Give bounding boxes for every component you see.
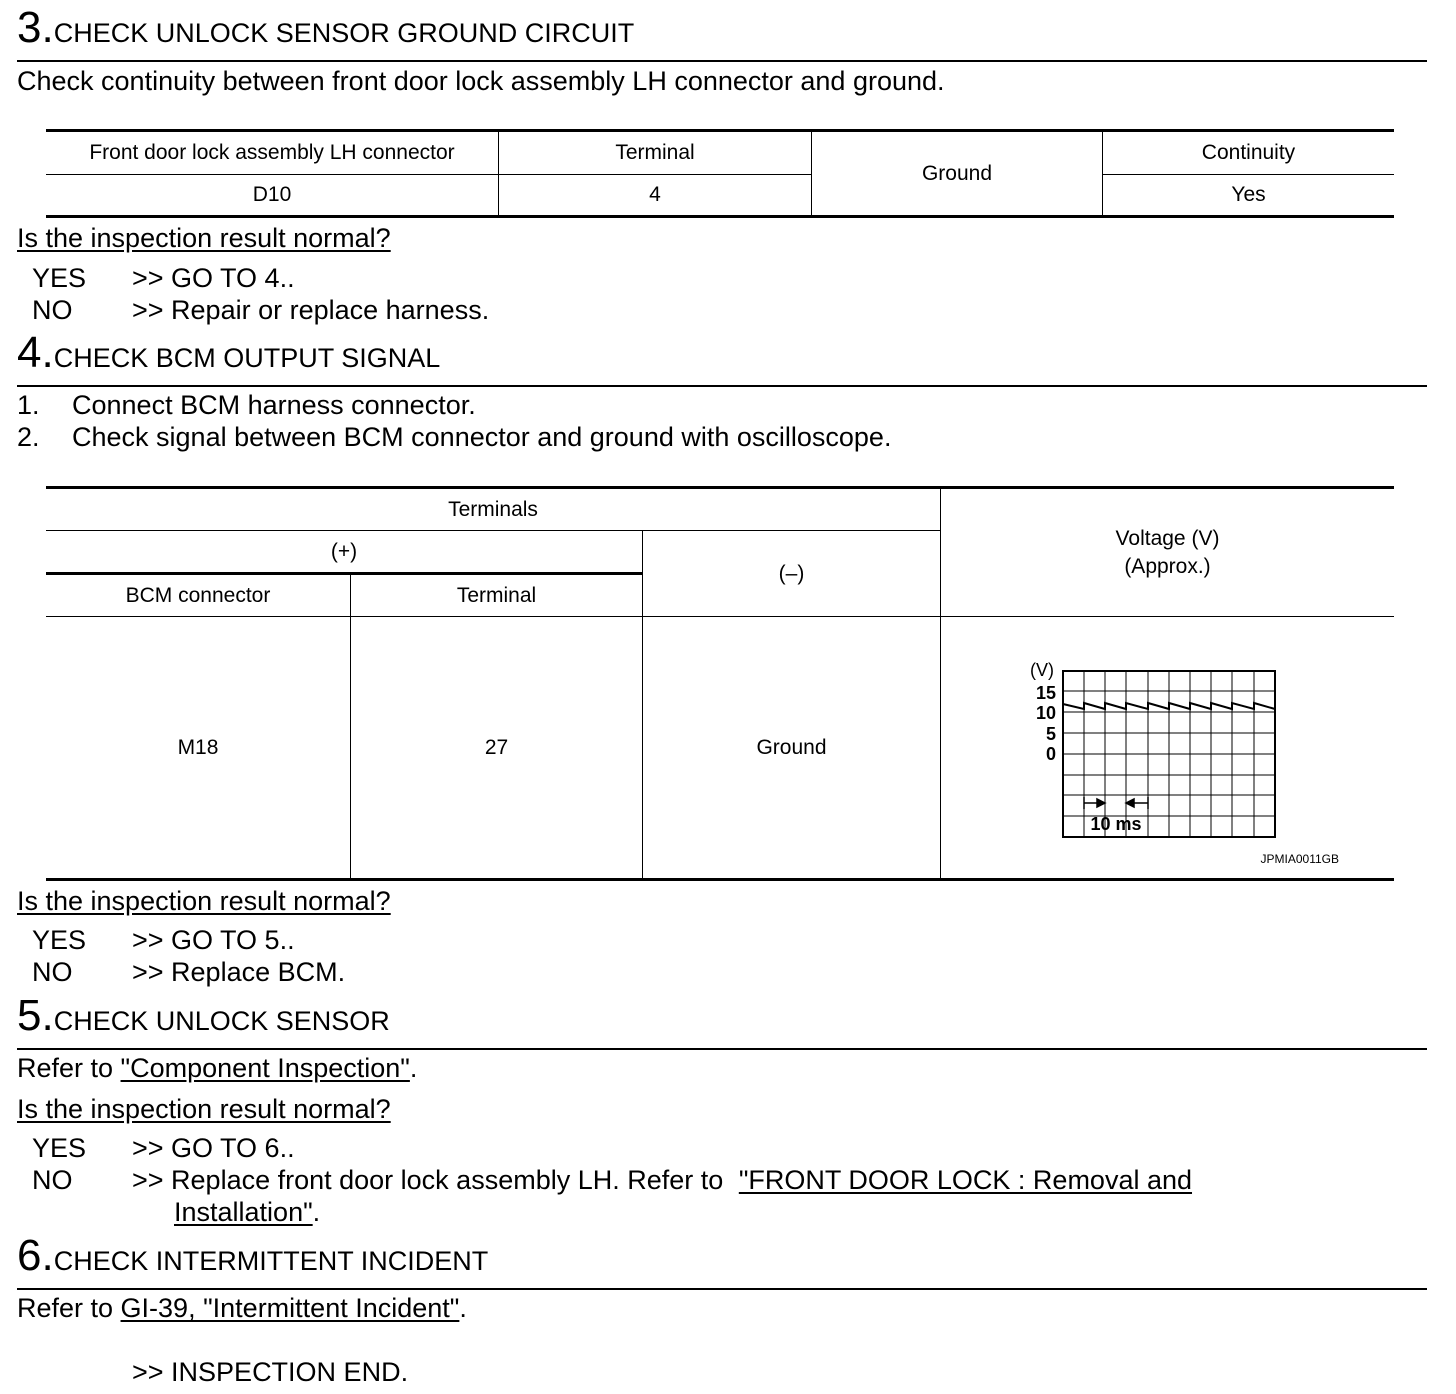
cell-ground: Ground: [921, 161, 993, 185]
header-voltage-line-1: Voltage (V): [1115, 526, 1220, 550]
step-3-question[interactable]: Is the inspection result normal?: [17, 223, 391, 253]
step-3-heading: [17, 3, 635, 52]
waveform-tick-0: 0: [1045, 744, 1056, 764]
cell-connector-value: D10: [252, 183, 292, 206]
step-6-heading: [17, 1231, 489, 1280]
header-bcm-connector: BCM connector: [125, 583, 271, 607]
step-3-instruction: Check continuity between front door lock assembly LH connector and ground.: [17, 66, 945, 96]
step-5-refer-suffix: .: [409, 1053, 418, 1083]
step-3-yes-label: YES: [32, 263, 87, 293]
intermittent-incident-link[interactable]: GI-39, "Intermittent Incident": [120, 1293, 460, 1323]
waveform-tick-5: 5: [1045, 724, 1056, 744]
step-5-heading: [17, 991, 390, 1040]
waveform-unit-label: (V): [1030, 660, 1054, 680]
component-inspection-link[interactable]: "Component Inspection": [120, 1053, 410, 1083]
waveform-tick-10: 10: [1035, 703, 1056, 723]
step-4-item-2-num: 2.: [17, 422, 40, 452]
cell-bcm-terminal-value: 27: [484, 735, 509, 759]
step-4-no-label: NO: [32, 957, 73, 987]
cell-continuity-value: Yes: [1231, 183, 1266, 206]
step-4-question[interactable]: Is the inspection result normal?: [17, 886, 391, 916]
step-5-no-suffix: .: [312, 1197, 321, 1227]
waveform-time-label: 10 ms: [1090, 814, 1142, 834]
step-5-title: CHECK UNLOCK SENSOR: [53, 1006, 390, 1036]
step-4-yes-text: >> GO TO 5..: [132, 925, 295, 955]
step-3-no-label: NO: [32, 295, 73, 325]
step-6-title: CHECK INTERMITTENT INCIDENT: [53, 1246, 489, 1276]
inspection-end: >> INSPECTION END.: [132, 1357, 409, 1387]
step-5-no-text: [132, 1165, 1192, 1195]
cell-bcm-connector-value: M18: [177, 735, 219, 759]
step-6-refer-prefix: Refer to: [17, 1293, 121, 1323]
step-4-no-text: >> Replace BCM.: [132, 957, 346, 987]
step-4-title: CHECK BCM OUTPUT SIGNAL: [53, 343, 441, 373]
step-4-item-1-text: Connect BCM harness connector.: [72, 390, 476, 420]
header-bcm-terminal: Terminal: [456, 583, 537, 607]
oscilloscope-waveform: [1020, 650, 1360, 870]
front-door-lock-link-cont[interactable]: Installation": [174, 1197, 313, 1227]
step-5-no-text-line-2: [174, 1197, 320, 1227]
step-3-yes-text: >> GO TO 4..: [132, 263, 295, 293]
front-door-lock-link[interactable]: "FRONT DOOR LOCK : Removal and: [738, 1165, 1193, 1195]
step-3-no-text: >> Repair or replace harness.: [132, 295, 490, 325]
step-5-number: 5.: [17, 991, 54, 1040]
header-terminal: Terminal: [615, 141, 695, 164]
step-4-item-2-text: Check signal between BCM connector and ground with oscilloscope.: [72, 422, 892, 452]
step-3-rule: [17, 60, 1427, 62]
header-voltage: [941, 489, 1394, 616]
step-6-number: 6.: [17, 1231, 54, 1280]
step-4-rule: [17, 385, 1427, 387]
step-5-rule: [17, 1048, 1427, 1050]
step-5-no-label: NO: [32, 1165, 73, 1195]
step-3-number: 3.: [17, 3, 54, 52]
step-4-yes-label: YES: [32, 925, 87, 955]
step-3-title: CHECK UNLOCK SENSOR GROUND CIRCUIT: [53, 18, 635, 48]
step-4-number: 4.: [17, 328, 54, 377]
header-plus: (+): [330, 539, 358, 563]
waveform-figure-id: JPMIA0011GB: [1260, 852, 1339, 866]
cell-ground-value: Ground: [756, 735, 827, 759]
header-connector: Front door lock assembly LH connector: [89, 141, 455, 164]
header-terminals: Terminals: [448, 497, 538, 521]
step-5-yes-text: >> GO TO 6..: [132, 1133, 295, 1163]
step-4-heading: [17, 328, 441, 377]
step-5-question[interactable]: Is the inspection result normal?: [17, 1094, 391, 1124]
step-4-item-1-num: 1.: [17, 390, 40, 420]
step-5-refer: [17, 1053, 417, 1083]
step-5-refer-prefix: Refer to: [17, 1053, 121, 1083]
step-6-refer: [17, 1293, 467, 1323]
header-continuity: Continuity: [1201, 141, 1296, 164]
step-6-rule: [17, 1288, 1427, 1290]
header-minus: (–): [778, 561, 805, 585]
waveform-tick-15: 15: [1035, 683, 1056, 703]
step-5-yes-label: YES: [32, 1133, 87, 1163]
cell-terminal-value: 4: [649, 183, 661, 206]
header-voltage-line-2: (Approx.): [1124, 554, 1211, 578]
step-5-no-prefix: >> Replace front door lock assembly LH. Refer to: [132, 1165, 724, 1195]
step-6-refer-suffix: .: [459, 1293, 467, 1323]
